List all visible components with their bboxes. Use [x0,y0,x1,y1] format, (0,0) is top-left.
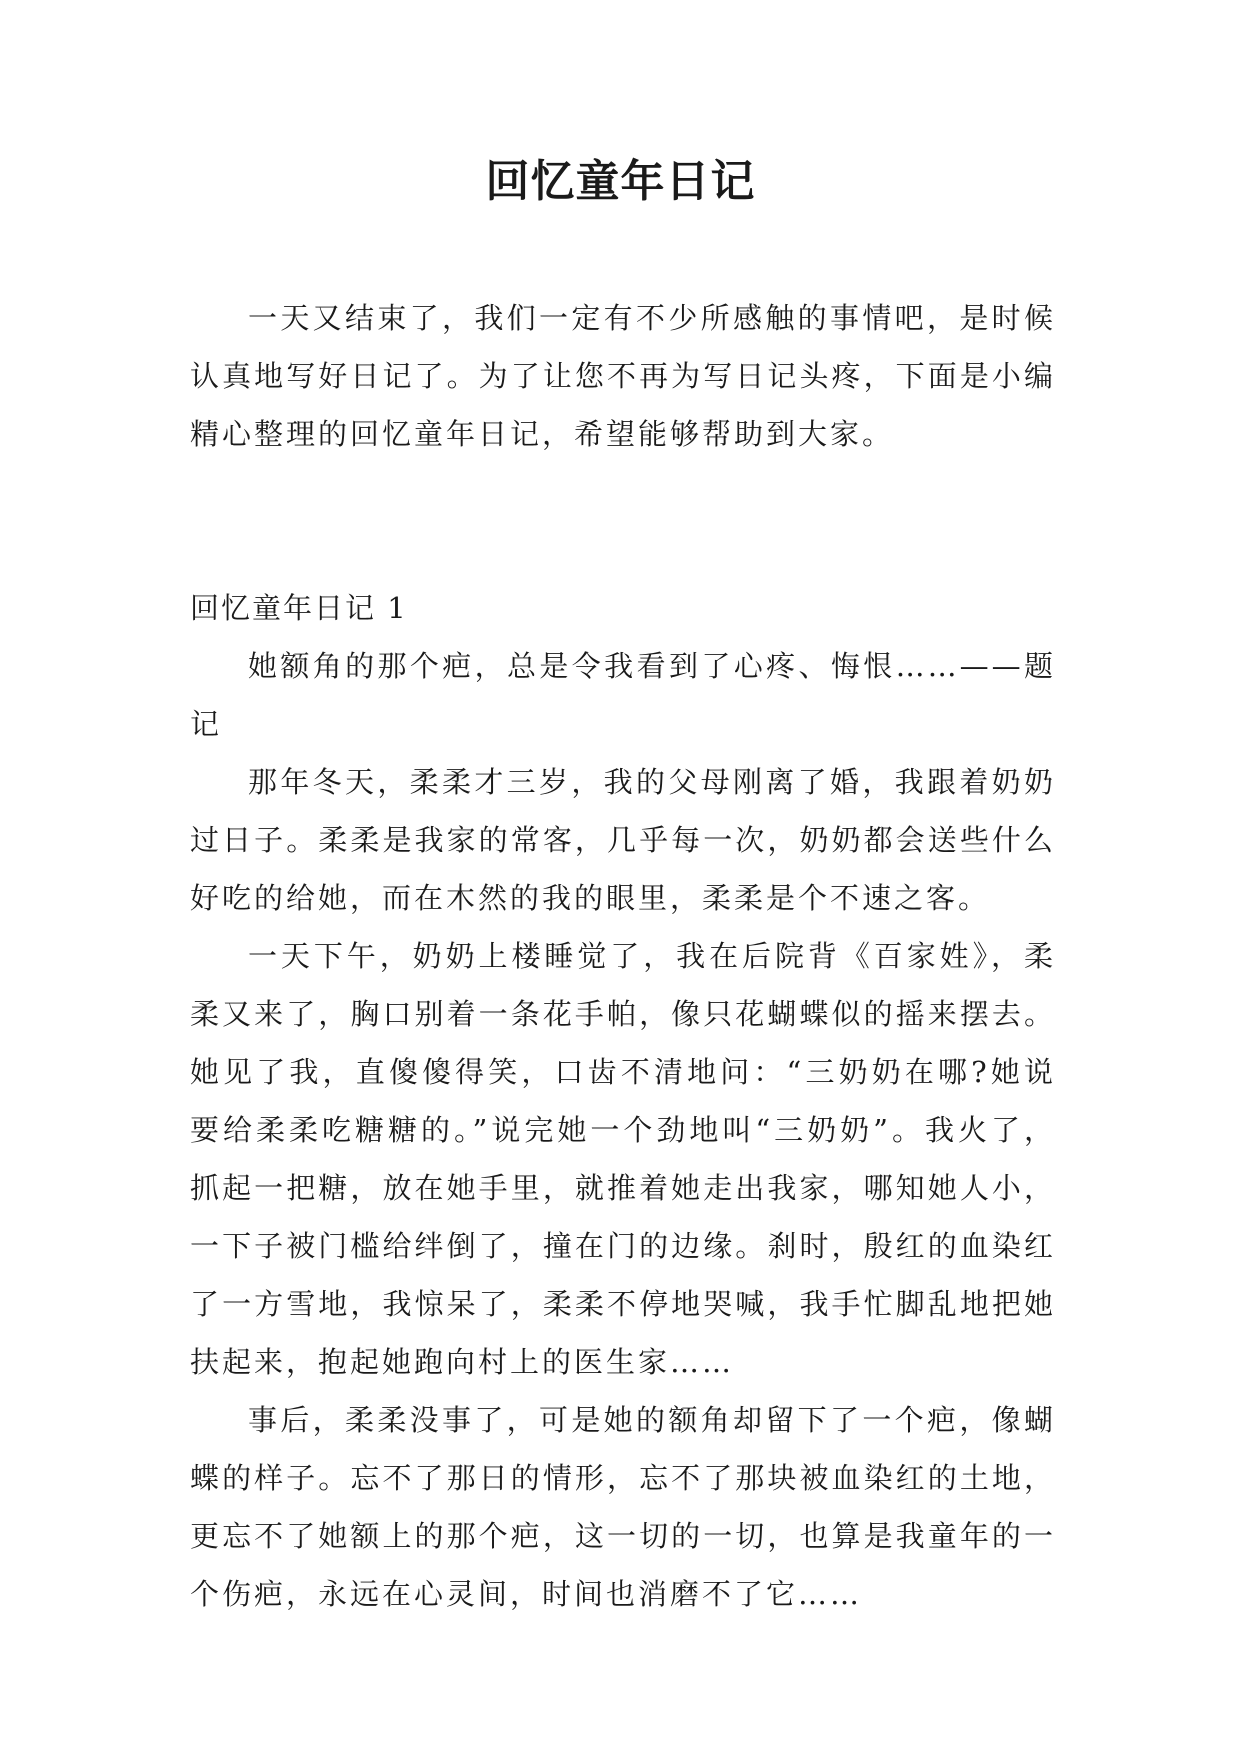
body-paragraph: 一天下午，奶奶上楼睡觉了，我在后院背《百家姓》，柔柔又来了，胸口别着一条花手帕，像只花蝴蝶似的摇来摆去。她见了我，直傻傻得笑，口齿不清地问：“三奶奶在哪?她说要给柔柔吃糖糖的。”说完她一个劲地叫“三奶奶”。我火了，抓起一把糖，放在她手里，就推着她走出我家，哪知她人小，一下子被门槛给绊倒了，撞在门的边缘。刹时，殷红的血染红了一方雪地，我惊呆了，柔柔不停地哭喊，我手忙脚乱地把她扶起来，抱起她跑向村上的医生家…… [190,939,1056,1379]
body-paragraph: 事后，柔柔没事了，可是她的额角却留下了一个疤，像蝴蝶的样子。忘不了那日的情形，忘不了那块被血染红的土地，更忘不了她额上的那个疤，这一切的一切，也算是我童年的一个伤疤，永远在心灵间，时间也消磨不了它…… [190,1403,1056,1611]
intro-paragraph: 一天又结束了，我们一定有不少所感触的事情吧，是时候认真地写好日记了。为了让您不再为写日记头疼，下面是小编精心整理的回忆童年日记，希望能够帮助到大家。 [190,301,1056,451]
document-body [190,289,1056,1623]
document-title: 回忆童年日记 [485,156,756,207]
section-heading: 回忆童年日记 1 [190,591,408,625]
body-paragraph: 那年冬天，柔柔才三岁，我的父母刚离了婚，我跟着奶奶过日子。柔柔是我家的常客，几乎每一次，奶奶都会送些什么好吃的给她，而在木然的我的眼里，柔柔是个不速之客。 [190,765,1056,915]
body-paragraph: 她额角的那个疤，总是令我看到了心疼、悔恨……——题记 [190,649,1056,741]
